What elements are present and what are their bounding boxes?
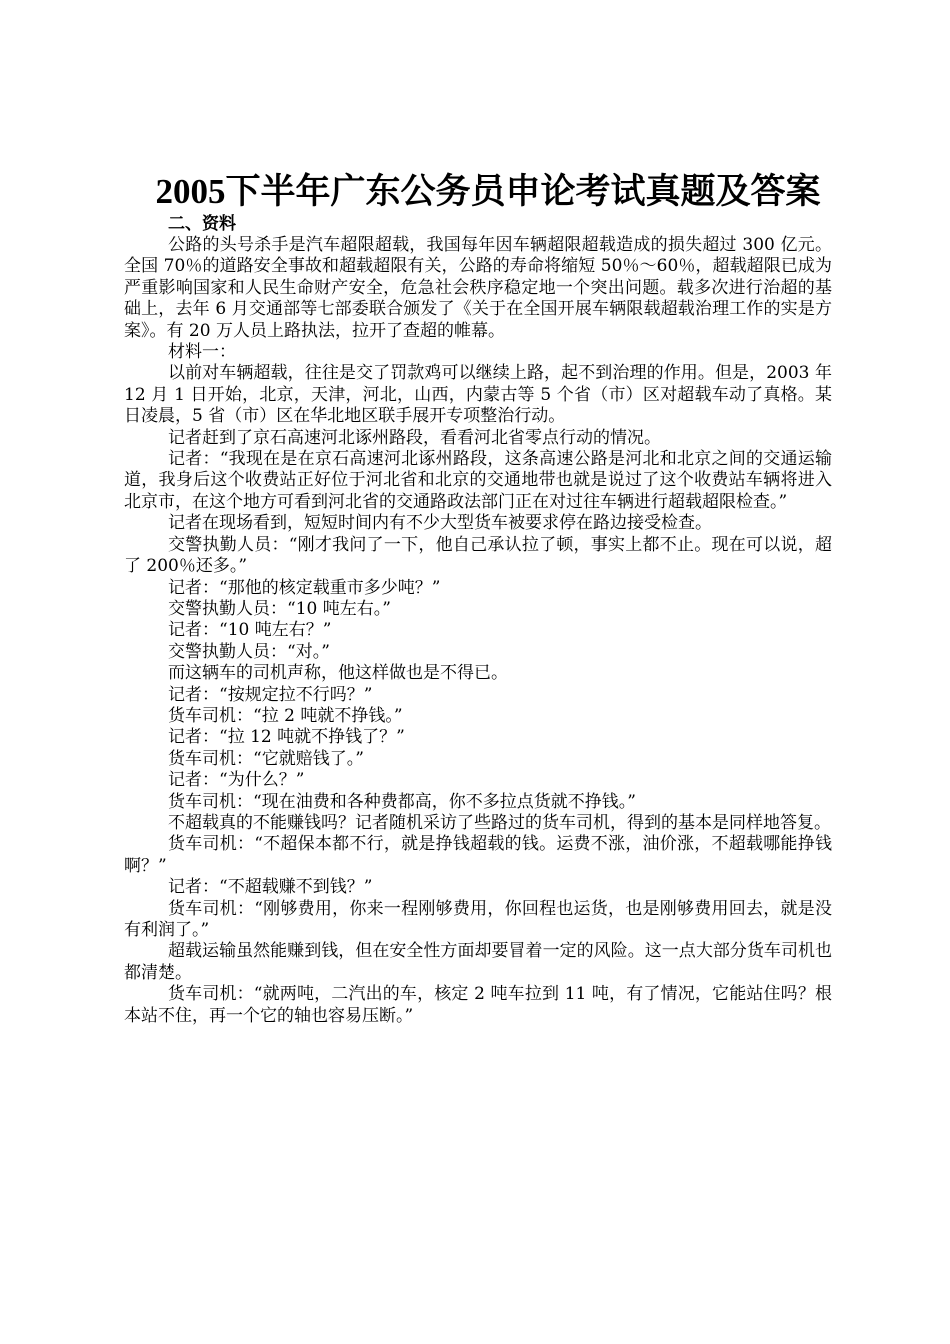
paragraph: 记者：“我现在是在京石高速河北诼州路段，这条高速公路是河北和北京之间的交通运输道，我身后这个收费站正好位于河北省和北京的交通地带也就是说过了这个收费站车辆将进入北京市，在这个地方可看到河北省的交通路政法部门正在对过往车辆进行超载超限检查。” [124, 449, 832, 512]
paragraph: 记者：“10 吨左右？” [168, 620, 332, 641]
paragraph: 公路的头号杀手是汽车超限超载，我国每年因车辆超限超载造成的损失超过 300 亿元。全国 70％的道路安全事故和超载超限有关，公路的寿命将缩短 50％～60％，超载超限已成为严重影响国家和人民生命财产安全，危急社会秩序稳定地一个突出问题。载多次进行治超的基础上，去年 6 月交通部等七部委联合颁发了《关于在全国开展车辆限载超载治理工作的实是方案》。有 20 万人员上路执法，拉开了查超的帷幕。 [124, 235, 832, 341]
paragraph: 不超载真的不能赚钱吗？记者随机采访了些路过的货车司机，得到的基本是同样地答复。 [168, 812, 831, 833]
document-body [124, 235, 832, 1027]
section-heading: 二、资料 [168, 214, 236, 234]
page-title [144, 170, 832, 214]
paragraph: 交警执勤人员：“对。” [168, 641, 330, 662]
paragraph: 记者在现场看到，短短时间内有不少大型货车被要求停在路边接受检查。 [168, 513, 712, 534]
document-page [124, 170, 832, 1027]
paragraph: 记者赶到了京石高速河北诼州路段，看看河北省零点行动的情况。 [168, 427, 661, 448]
paragraph: 交警执勤人员：“刚才我问了一下，他自己承认拉了顿，事实上都不止。现在可以说，超了 200％还多。” [124, 534, 832, 577]
paragraph: 而这辆车的司机声称，他这样做也是不得已。 [168, 663, 508, 684]
paragraph: 记者：“按规定拉不行吗？” [168, 684, 373, 705]
paragraph: 材料一： [168, 342, 236, 363]
paragraph: 记者：“那他的核定载重市多少吨？” [168, 577, 441, 598]
paragraph: 记者：“为什么？” [168, 770, 305, 791]
paragraph: 货车司机：“刚够费用，你来一程刚够费用，你回程也运货，也是刚够费用回去，就是没有利润了。” [124, 898, 832, 940]
paragraph: 货车司机：“拉 2 吨就不挣钱。” [168, 705, 403, 726]
paragraph: 记者：“不超载赚不到钱？” [168, 877, 373, 898]
paragraph: 货车司机：“就两吨，二汽出的车，核定 2 吨车拉到 11 吨，有了情况，它能站住吗？根本站不住，再一个它的轴也容易压断。” [124, 984, 832, 1026]
paragraph: 记者：“拉 12 吨就不挣钱了？” [168, 727, 405, 748]
paragraph: 以前对车辆超载，往往是交了罚款鸡可以继续上路，起不到治理的作用。但是，2003 年 12 月 1 日开始，北京，天津，河北，山西，内蒙古等 5 个省（市）区对超载车动了真格。某日凌晨，5 省（市）区在华北地区联手展开专项整治行动。 [124, 363, 832, 427]
paragraph: 超载运输虽然能赚到钱，但在安全性方面却要冒着一定的风险。这一点大部分货车司机也都清楚。 [124, 941, 832, 983]
paragraph: 货车司机：“它就赔钱了。” [168, 748, 364, 769]
paragraph: 货车司机：“现在油费和各种费都高，你不多拉点货就不挣钱。” [168, 791, 636, 812]
paragraph: 货车司机：“不超保本都不行，就是挣钱超载的钱。运费不涨，油价涨，不超载哪能挣钱啊？” [124, 834, 832, 876]
paragraph: 交警执勤人员：“10 吨左右。” [168, 598, 391, 619]
title-text: 下半年广东公务员申论考试真题及答案 [225, 172, 821, 211]
title-year: 2005 [155, 172, 226, 211]
